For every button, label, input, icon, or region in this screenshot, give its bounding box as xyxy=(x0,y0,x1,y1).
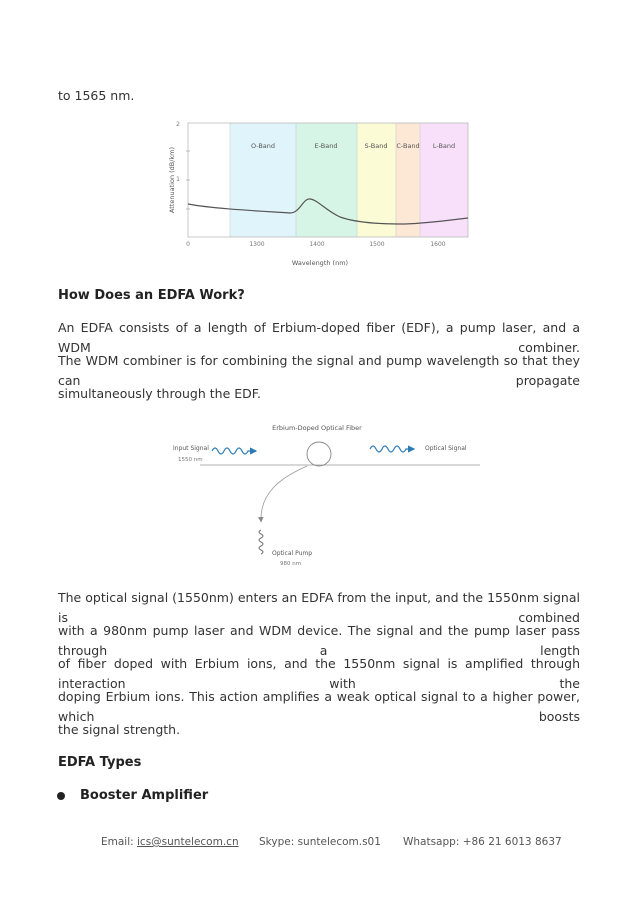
y-axis-label: Attenuation (dB/km) xyxy=(168,146,176,214)
paragraph-line: simultaneously through the EDF. xyxy=(58,386,261,401)
pump-path xyxy=(261,466,307,521)
band-label-l: L-Band xyxy=(432,142,456,150)
output-signal-label: Optical Signal xyxy=(425,445,467,452)
footer-email xyxy=(101,836,239,848)
y-tick-1: 1 xyxy=(176,176,180,183)
x-tick-1600: 1600 xyxy=(430,241,446,248)
x-tick-1300: 1300 xyxy=(249,241,265,248)
x-axis-label: Wavelength (nm) xyxy=(291,259,349,267)
band-o xyxy=(230,123,296,237)
bullet-icon xyxy=(57,792,65,800)
paragraph-line: An EDFA consists of a length of Erbium-doped fiber (EDF), a pump laser, and a WDM combiner. xyxy=(58,320,580,355)
attenuation-chart xyxy=(160,114,500,274)
paragraph-line: with a 980nm pump laser and WDM device. The signal and the pump laser pass through a length xyxy=(58,623,580,658)
pump-wavelength-label: 980 nm xyxy=(280,561,302,567)
footer-email-label: Email: xyxy=(101,836,138,848)
band-label-o: O-Band xyxy=(250,142,276,150)
fiber-label: Erbium-Doped Optical Fiber xyxy=(272,424,362,432)
email-link[interactable]: ics@suntelecom.cn xyxy=(137,836,239,848)
paragraph-edfa-operation xyxy=(58,588,580,753)
band-c xyxy=(396,123,420,237)
paragraph-line: The WDM combiner is for combining the signal and pump wavelength so that they can propagate xyxy=(58,353,580,388)
band-label-s: S-Band xyxy=(364,142,388,150)
paragraph-line: the signal strength. xyxy=(58,722,181,737)
section-heading-edfa-types: EDFA Types xyxy=(58,755,142,770)
fiber-coil xyxy=(307,442,331,466)
input-wave xyxy=(212,448,256,454)
band-label-e: E-Band xyxy=(314,142,338,150)
input-wavelength-label: 1550 nm xyxy=(178,457,203,463)
intro-line: to 1565 nm. xyxy=(58,88,135,103)
section-heading-how-edfa-works: How Does an EDFA Work? xyxy=(58,288,245,303)
band-e xyxy=(296,123,357,237)
band-s xyxy=(357,123,396,237)
paragraph-line: of fiber doped with Erbium ions, and the 1550nm signal is amplified through interaction with the xyxy=(58,656,580,691)
footer-whatsapp: Whatsapp: +86 21 6013 8637 xyxy=(403,836,562,848)
pump-label: Optical Pump xyxy=(272,550,313,557)
x-tick-0: 0 xyxy=(186,241,190,248)
band-label-c: C-Band xyxy=(396,142,420,150)
y-tick-2: 2 xyxy=(176,121,180,128)
x-tick-1400: 1400 xyxy=(309,241,325,248)
output-wave xyxy=(370,446,414,452)
pump-wave xyxy=(259,530,263,554)
paragraph-line: doping Erbium ions. This action amplifies a weak optical signal to a higher power, which boosts xyxy=(58,689,580,724)
paragraph-edfa-components xyxy=(58,318,580,417)
band-l xyxy=(420,123,468,237)
paragraph-line: The optical signal (1550nm) enters an EDFA from the input, and the 1550nm signal is combined xyxy=(58,590,580,625)
footer-skype: Skype: suntelecom.s01 xyxy=(259,836,381,848)
bullet-item-booster-amplifier: Booster Amplifier xyxy=(80,788,209,803)
edfa-diagram xyxy=(160,418,490,573)
input-signal-label: Input Signal xyxy=(173,445,209,452)
x-tick-1500: 1500 xyxy=(369,241,385,248)
